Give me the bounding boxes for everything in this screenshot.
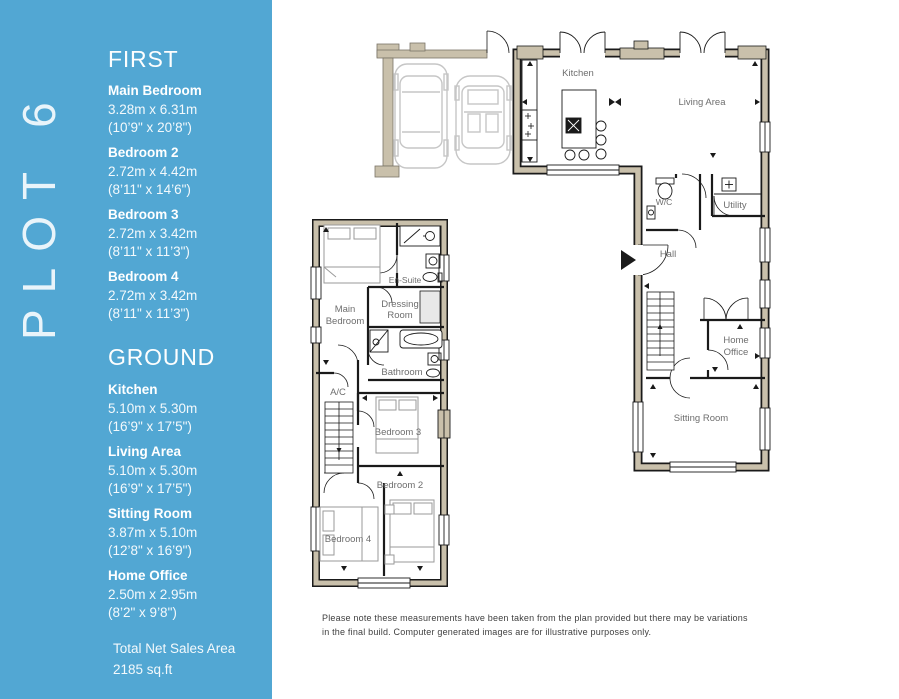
room-name: Kitchen (108, 382, 158, 397)
sidebar (0, 0, 272, 699)
car-1 (394, 64, 448, 168)
room-dims-home-office (108, 567, 197, 623)
total-net-sales-area (113, 638, 235, 680)
label-main-bedroom-line2: Bedroom (325, 316, 365, 327)
first-floor-stairs (325, 402, 353, 473)
total-value: 2185 sq.ft (113, 662, 173, 677)
room-imperial: (8’11" x 11’3") (108, 306, 190, 321)
room-name: Bedroom 3 (108, 207, 179, 222)
label-sitting-room: Sitting Room (673, 413, 729, 424)
room-metric: 5.10m x 5.30m (108, 400, 198, 416)
room-dims-bedroom-2 (108, 144, 197, 200)
room-dims-bedroom-3 (108, 206, 197, 262)
room-imperial: (8’11" x 11’3") (108, 244, 190, 259)
room-imperial: (10’9" x 20’8") (108, 120, 192, 135)
total-label: Total Net Sales Area (113, 641, 236, 656)
car-2 (455, 76, 511, 164)
room-metric: 2.72m x 3.42m (108, 287, 198, 303)
ground-floor-stairs (647, 292, 674, 370)
room-dims-kitchen (108, 381, 197, 437)
room-imperial: (8’2" x 9’8") (108, 605, 177, 620)
label-wc: W/C (655, 197, 673, 207)
label-utility: Utility (723, 200, 747, 211)
room-name: Home Office (108, 568, 188, 583)
disclaimer-line2: in the final build. Computer generated images are for illustrative purposes only. (322, 626, 652, 637)
room-imperial: (16’9" x 17’5") (108, 419, 192, 434)
room-dims-living-area (108, 443, 197, 499)
room-dims-bedroom-4 (108, 268, 197, 324)
room-name: Sitting Room (108, 506, 192, 521)
label-kitchen: Kitchen (562, 68, 594, 79)
label-living-area: Living Area (678, 97, 726, 108)
first-floor-heading: FIRST (108, 46, 179, 72)
room-metric: 3.87m x 5.10m (108, 524, 198, 540)
room-name: Main Bedroom (108, 83, 202, 98)
label-bathroom: Bathroom (381, 367, 423, 378)
room-name: Living Area (108, 444, 182, 459)
room-metric: 3.28m x 6.31m (108, 101, 198, 117)
room-name: Bedroom 4 (108, 269, 179, 284)
room-metric: 2.72m x 3.42m (108, 225, 198, 241)
ground-floor-plan (370, 28, 790, 523)
label-bedroom-4: Bedroom 4 (324, 534, 372, 545)
label-main-bedroom-line1: Main (334, 304, 356, 315)
room-dims-sitting-room (108, 505, 197, 561)
room-metric: 5.10m x 5.30m (108, 462, 198, 478)
carport (375, 31, 511, 177)
label-ac: A/C (330, 387, 346, 398)
room-metric: 2.50m x 2.95m (108, 586, 198, 602)
room-name: Bedroom 2 (108, 145, 179, 160)
disclaimer-text (322, 612, 752, 639)
label-dressing-room-line2: Room (387, 310, 413, 321)
label-bedroom-3: Bedroom 3 (374, 427, 422, 438)
ground-floor-heading: GROUND (108, 344, 216, 370)
label-hall: Hall (659, 249, 677, 260)
room-dims-main-bedroom (108, 82, 202, 138)
room-imperial: (16’9" x 17’5") (108, 481, 192, 496)
label-home-office-line1: Home (723, 335, 749, 346)
label-dressing-room-line1: Dressing (381, 299, 419, 310)
room-imperial: (12’8" x 16’9") (108, 543, 192, 558)
room-imperial: (8’11" x 14’6") (108, 182, 191, 197)
disclaimer-line1: Please note these measurements have been taken from the plan provided but there may be variations (322, 613, 748, 623)
label-home-office-line2: Office (723, 347, 749, 358)
label-en-suite: En-Suite (388, 275, 422, 285)
plot-title: PLOT 6 (13, 86, 65, 340)
room-metric: 2.72m x 4.42m (108, 163, 198, 179)
entrance (621, 245, 643, 275)
label-bedroom-2: Bedroom 2 (376, 480, 424, 491)
